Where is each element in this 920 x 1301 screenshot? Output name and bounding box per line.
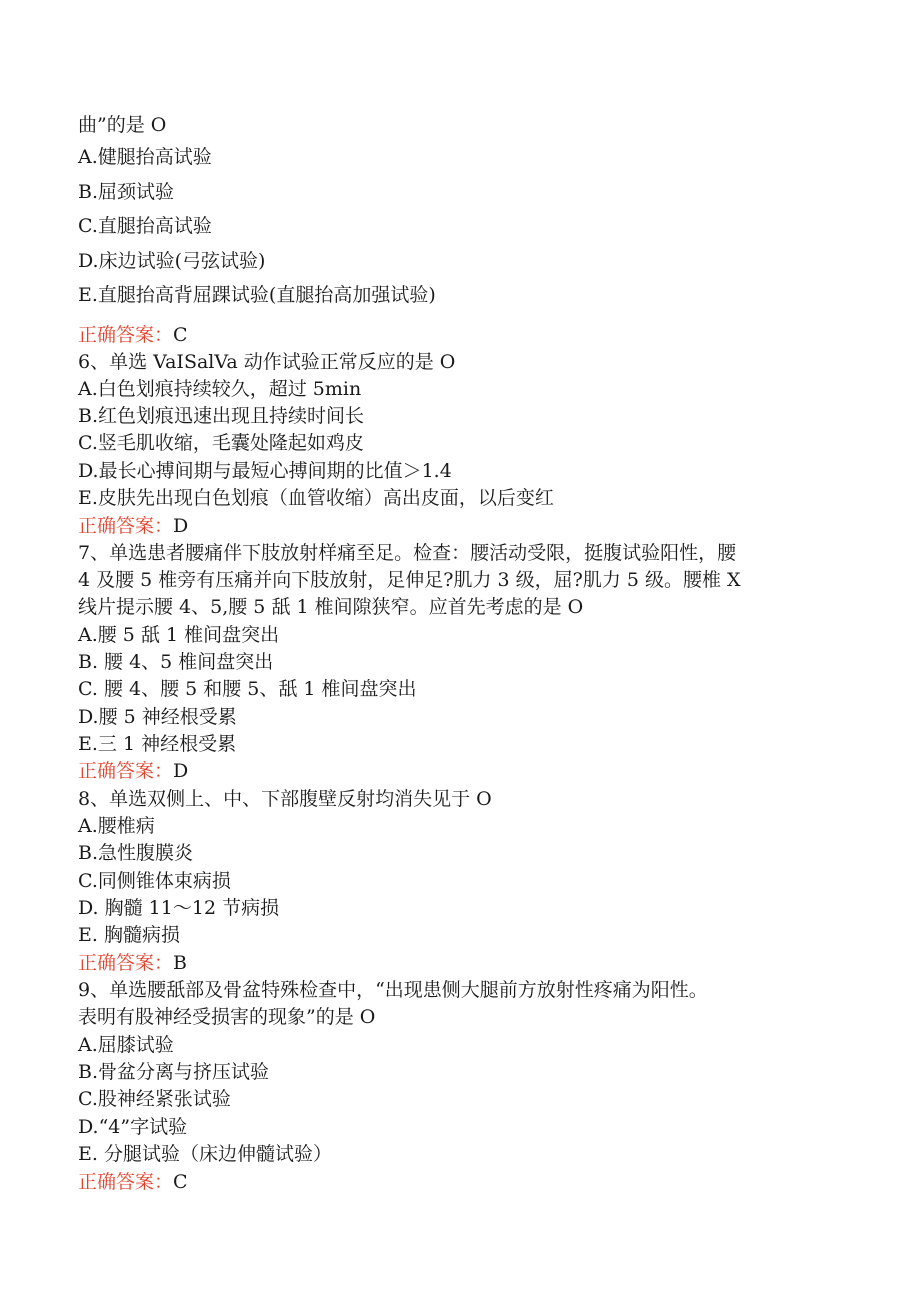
q7-stem-line-2: 4 及腰 5 椎旁有压痛并向下肢放射，足伸足?肌力 3 级，屈?肌力 5 级。腰椎 X (78, 569, 741, 591)
answer-label: 正确答案： (78, 760, 174, 782)
q6-option-d: D.最长心搏间期与最短心搏间期的比值＞1.4 (78, 460, 452, 482)
q5-option-a: A.健腿抬高试验 (78, 146, 212, 168)
q9-option-a: A.屈膝试验 (78, 1034, 174, 1056)
answer-label: 正确答案： (78, 515, 174, 537)
q9-answer (78, 1170, 188, 1194)
q7-option-a: A.腰 5 舐 1 椎间盘突出 (78, 624, 280, 646)
answer-label: 正确答案： (78, 1171, 174, 1193)
q8-option-c: C.同侧锥体束病损 (78, 870, 231, 892)
q6-answer (78, 514, 188, 538)
q9-stem-line-1: 9、单选腰舐部及骨盆特殊检查中，“出现患侧大腿前方放射性疼痛为阳性。 (78, 979, 708, 1001)
q8-option-d: D. 胸髓 11～12 节病损 (78, 897, 280, 919)
q7-answer (78, 759, 188, 783)
q8-option-a: A.腰椎病 (78, 815, 155, 837)
q6-option-b: B.红色划痕迅速出现且持续时间长 (78, 405, 365, 427)
q9-stem-line-2: 表明有股神经受损害的现象”的是 O (78, 1006, 376, 1028)
q7-option-d: D.腰 5 神经根受累 (78, 706, 237, 728)
q5-option-b: B.屈颈试验 (78, 181, 175, 203)
q7-option-b: B. 腰 4、5 椎间盘突出 (78, 651, 274, 673)
answer-value: D (173, 760, 189, 782)
answer-value: D (173, 515, 189, 537)
q6-option-a: A.白色划痕持续较久，超过 5min (78, 378, 362, 400)
q5-answer (78, 323, 188, 347)
q7-option-e: E.三 1 神经根受累 (78, 733, 237, 755)
q6-option-c: C.竖毛肌收缩，毛囊处隆起如鸡皮 (78, 432, 364, 454)
q6-stem: 6、单选 VaISalVa 动作试验正常反应的是 O (78, 351, 456, 373)
q7-option-c: C. 腰 4、腰 5 和腰 5、舐 1 椎间盘突出 (78, 678, 417, 700)
q5-option-c: C.直腿抬高试验 (78, 215, 212, 237)
q7-stem-line-3: 线片提示腰 4、5,腰 5 舐 1 椎间隙狭窄。应首先考虑的是 O (78, 596, 584, 618)
answer-label: 正确答案： (78, 324, 174, 346)
q8-stem: 8、单选双侧上、中、下部腹壁反射均消失见于 O (78, 788, 492, 810)
answer-value: B (173, 952, 187, 974)
q5-stem-end: 曲”的是 O (78, 114, 167, 136)
q9-option-e: E. 分腿试验（床边伸髓试验） (78, 1143, 332, 1165)
q9-option-d: D.“4”字试验 (78, 1116, 188, 1138)
q9-option-b: B.骨盆分离与挤压试验 (78, 1061, 270, 1083)
q5-option-d: D.床边试验(弓弦试验) (78, 250, 266, 272)
answer-value: C (173, 1171, 188, 1193)
answer-value: C (173, 324, 188, 346)
q8-answer (78, 951, 187, 975)
q8-option-e: E. 胸髓病损 (78, 924, 180, 946)
q7-stem-line-1: 7、单选患者腰痛伴下肢放射样痛至足。检查：腰活动受限，挺腹试验阳性，腰 (78, 542, 737, 564)
answer-label: 正确答案： (78, 952, 174, 974)
q5-option-e: E.直腿抬高背屈踝试验(直腿抬高加强试验) (78, 284, 436, 306)
q9-option-c: C.股神经紧张试验 (78, 1088, 231, 1110)
q6-option-e: E.皮肤先出现白色划痕（血管收缩）高出皮面，以后变红 (78, 487, 554, 509)
q8-option-b: B.急性腹膜炎 (78, 842, 194, 864)
